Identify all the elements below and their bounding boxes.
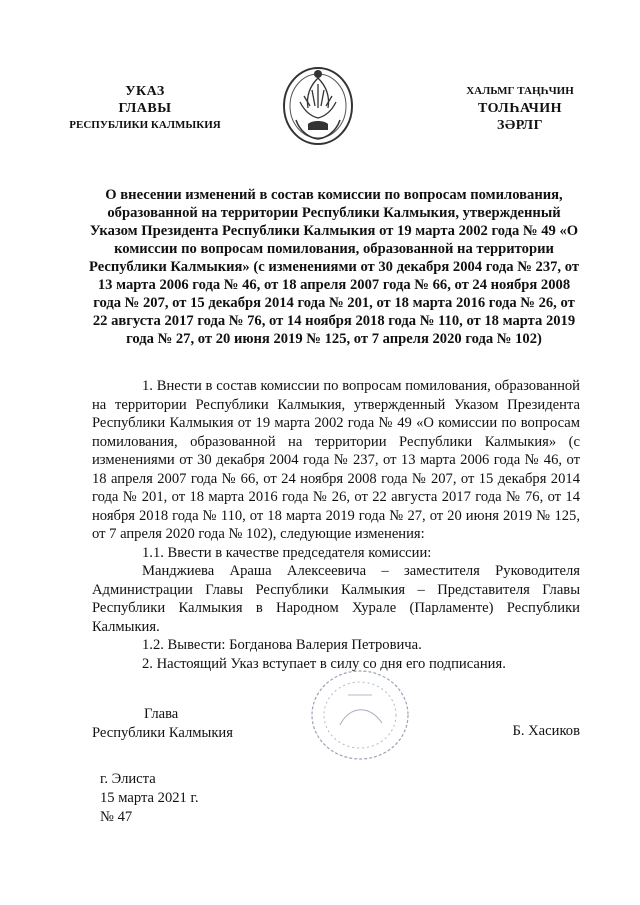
kalmykia-emblem-icon xyxy=(280,62,356,148)
document-title: О внесении изменений в состав комиссии по вопросам помилования, образованной на территории Республики Калмыкия, утвержденный Указом Президента Республики Калмыкия от 19 марта 2002 года № 49 «О комиссии по вопросам помилования, образованной на территории Республики Калмыкия» (с изменениями от 30 декабря 2004 года № 237, от 13 марта 2006 года № 46, от 18 апреля 2007 года № 66, от 24 ноября 2008 года № 207, от 15 декабря 2014 года № 201, от 18 марта 2016 года № 26, от 22 августа 2017 года № 76, от 14 ноября 2018 года № 110, от 18 марта 2019 года № 27, от 20 июня 2019 № 125, от 7 апреля 2020 года № 102) xyxy=(89,187,579,347)
signatory-post-line2: Республики Калмыкия xyxy=(92,724,233,741)
document-footer xyxy=(100,770,300,827)
signatory-name: Б. Хасиков xyxy=(512,723,580,739)
header-right xyxy=(430,83,610,134)
header-right-line3: ЗӘРЛГ xyxy=(496,118,544,133)
header-left-line2: ГЛАВЫ xyxy=(118,101,172,116)
official-seal-icon xyxy=(300,665,420,765)
header-right-line2: ТОЛҺАЧИН xyxy=(477,101,563,116)
header-right-line1: ХАЛЬМГ ТАҢҺЧИН xyxy=(466,85,574,97)
document-body xyxy=(92,377,580,673)
paragraph-1: 1. Внести в состав комиссии по вопросам помилования, образованной на территории Республики Калмыкия, утвержденный Указом Президента Республики Калмыкия от 19 марта 2002 года № 49 «О комиссии по вопросам помилования, образованной на территории Республики Калмыкия» (с изменениями от 30 декабря 2004 года № 237, от 13 марта 2006 года № 46, от 18 апреля 2007 года № 66, от 24 ноября 2008 года № 207, от 15 декабря 2014 года № 201, от 18 марта 2016 года № 26, от 22 августа 2017 года № 76, от 14 ноября 2018 года № 110, от 18 марта 2019 года № 27, от 20 июня 2019 № 125, от 7 апреля 2020 года № 102), следующие изменения: xyxy=(92,378,580,542)
signatory-post-line1: Глава xyxy=(144,706,179,722)
header-left-line3: РЕСПУБЛИКИ КАЛМЫКИЯ xyxy=(69,119,221,131)
header-left-line1: УКАЗ xyxy=(125,84,165,99)
paragraph-1-1-text: Манджиева Араша Алексеевича – заместителя Руководителя Администрации Главы Республики Калмыкия – Представителя Главы Республики Калмыкия в Народном Хурале (Парламенте) Республики Калмыкия. xyxy=(92,563,580,635)
paragraph-1-1: 1.1. Ввести в качестве председателя комиссии: xyxy=(142,544,432,561)
paragraph-2: 2. Настоящий Указ вступает в силу со дня его подписания. xyxy=(142,655,506,672)
header-left xyxy=(30,83,260,134)
signing-date: 15 марта 2021 г. xyxy=(100,790,199,806)
place-of-signing: г. Элиста xyxy=(100,771,156,787)
paragraph-1-2: 1.2. Вывести: Богданова Валерия Петровича. xyxy=(142,637,422,653)
signatory-position xyxy=(92,705,292,742)
decree-number: № 47 xyxy=(100,809,133,825)
